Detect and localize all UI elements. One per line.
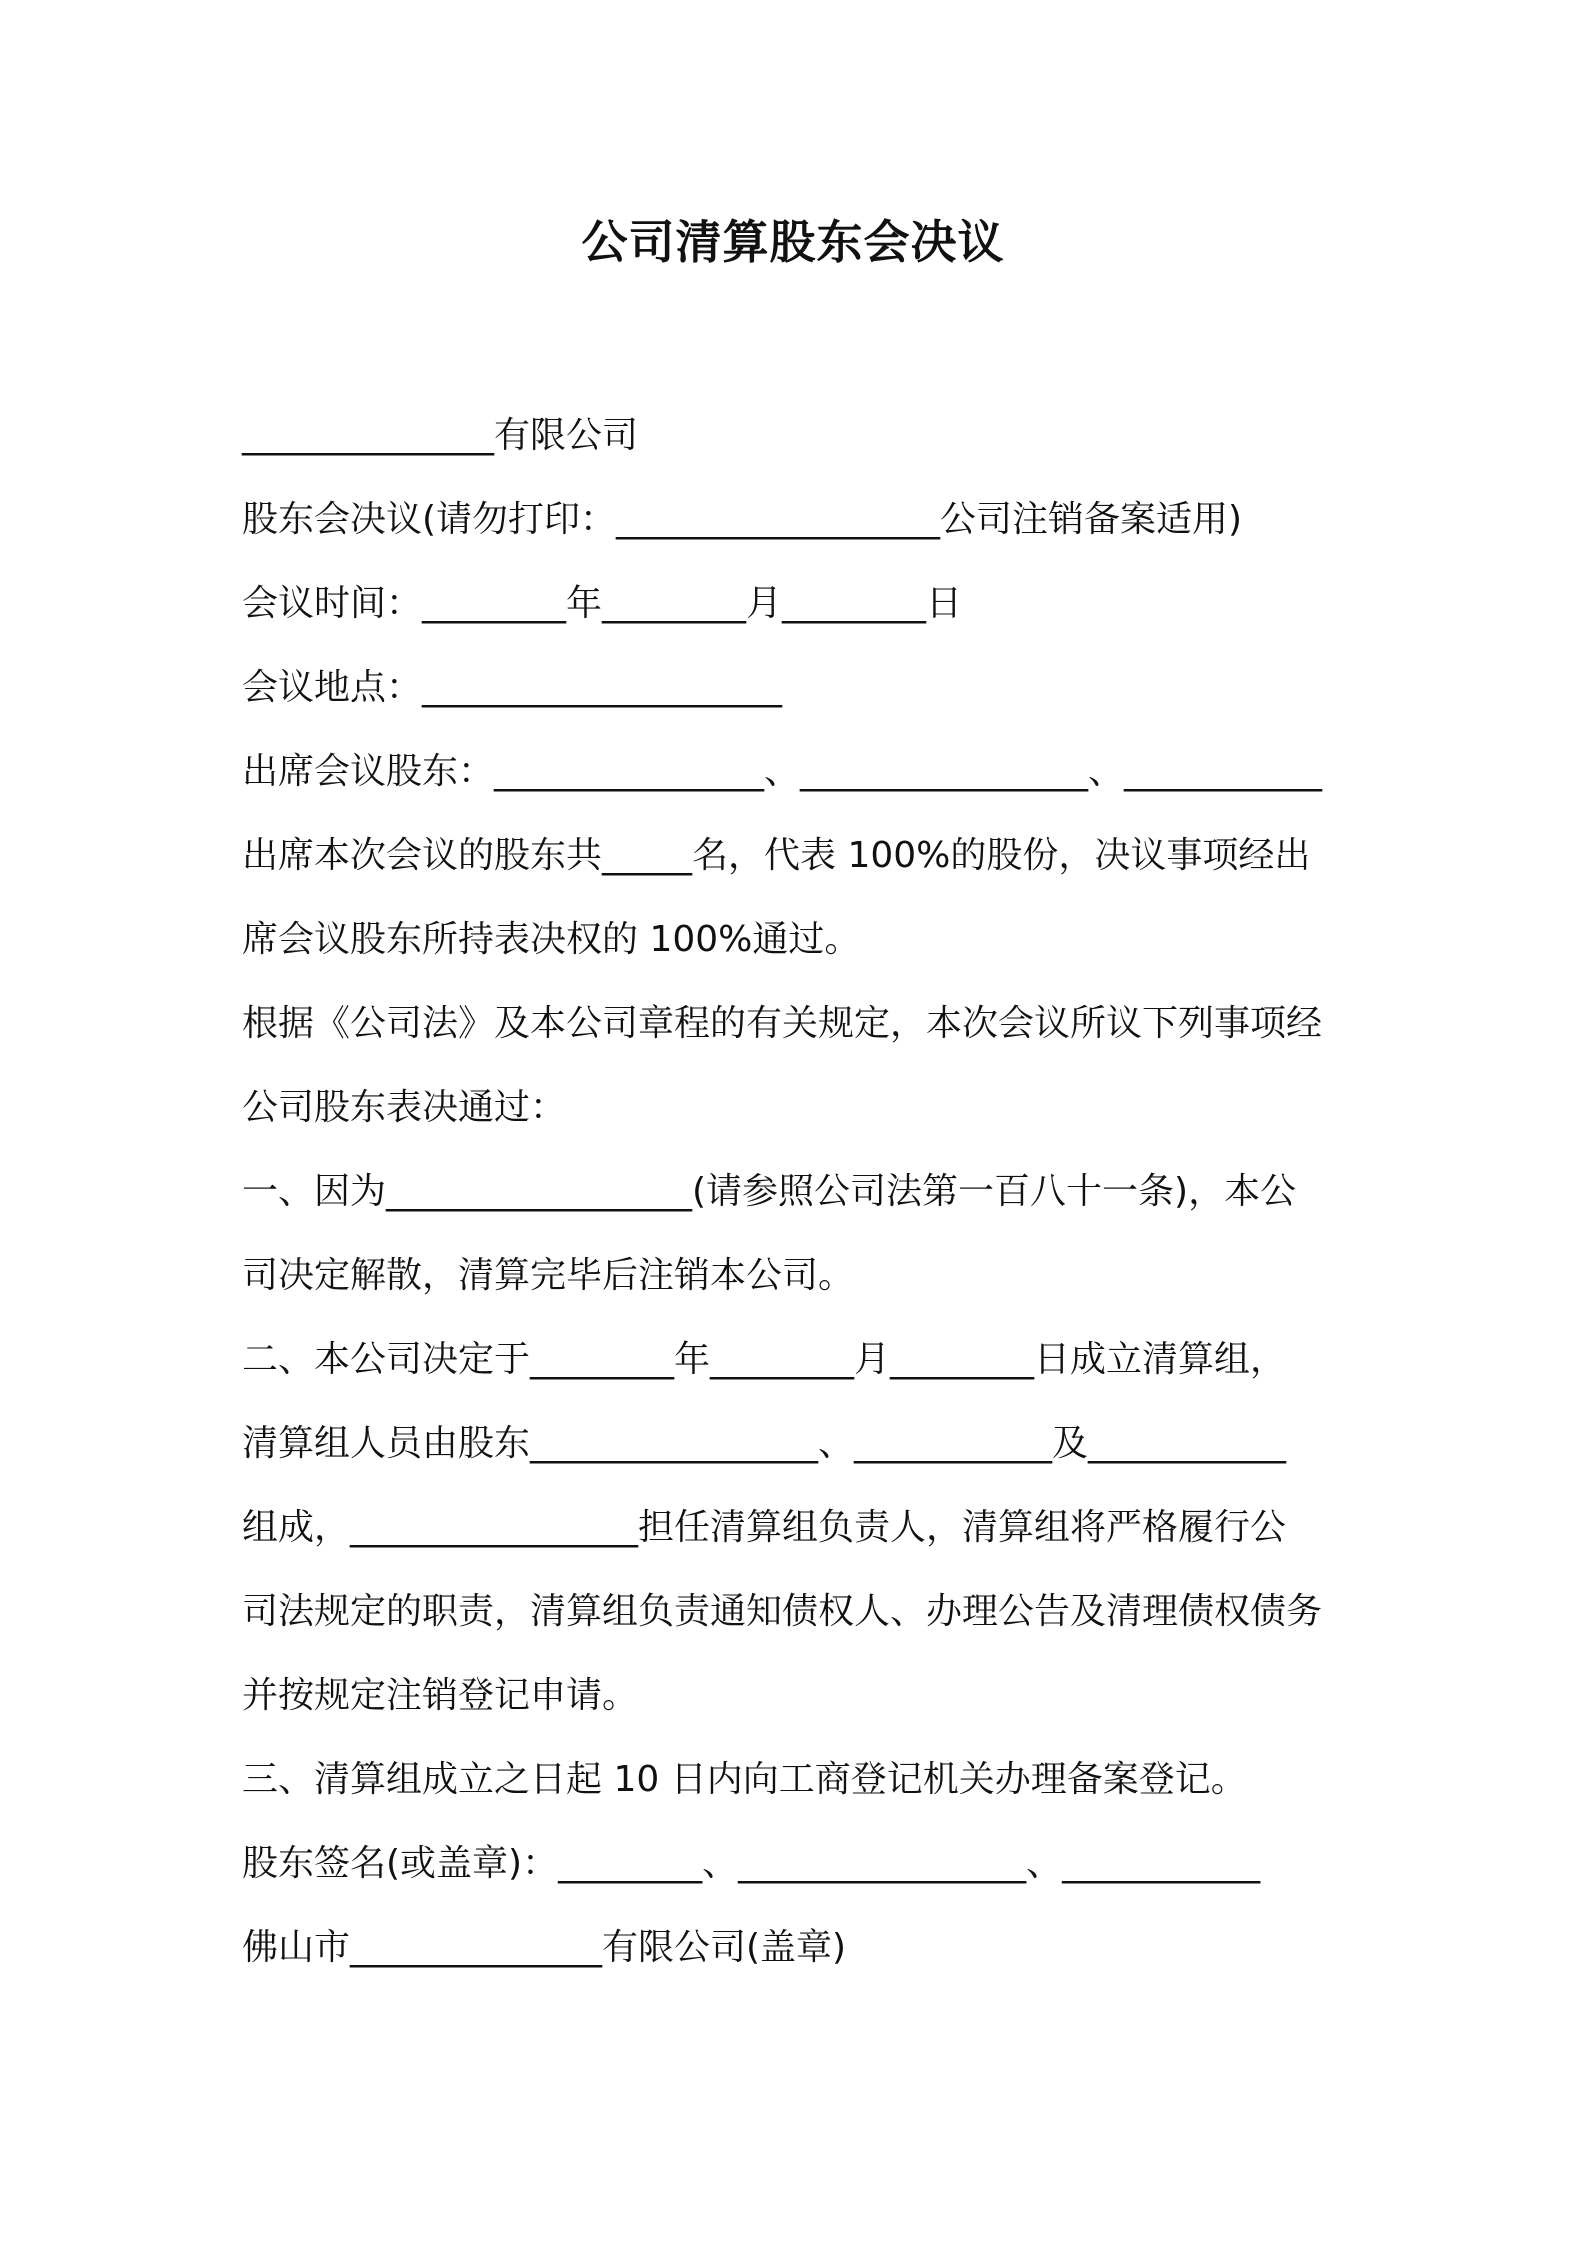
meeting-place-line: 会议地点：____________________	[242, 667, 783, 708]
basis-paragraph-line-1: 根据《公司法》及本公司章程的有关规定，本次会议所议下列事项经	[242, 1003, 1323, 1044]
resolution-heading-line: 股东会决议(请勿打印：__________________公司注销备案适用)	[242, 499, 1243, 540]
attending-shareholders-line: 出席会议股东：_______________、________________、___________	[242, 751, 1323, 792]
item-two-line-5: 并按规定注销登记申请。	[242, 1675, 639, 1716]
company-name-line: ______________有限公司	[242, 415, 639, 456]
item-three-line: 三、清算组成立之日起 10 日内向工商登记机关办理备案登记。	[242, 1759, 1247, 1800]
shareholder-signature-line: 股东签名(或盖章)：________、________________、___________	[242, 1843, 1261, 1884]
basis-paragraph-line-2: 公司股东表决通过：	[242, 1087, 567, 1128]
item-two-line-4: 司法规定的职责，清算组负责通知债权人、办理公告及清理债权债务	[242, 1591, 1323, 1632]
document-title: 公司清算股东会决议	[581, 215, 1005, 269]
item-one-line-2: 司决定解散，清算完毕后注销本公司。	[242, 1255, 855, 1296]
item-two-line-1: 二、本公司决定于________年________月________日成立清算组，	[242, 1339, 1287, 1380]
item-two-line-3: 组成，________________担任清算组负责人，清算组将严格履行公	[242, 1507, 1287, 1548]
item-two-line-2: 清算组人员由股东________________、___________及___________	[242, 1423, 1287, 1464]
meeting-time-line: 会议时间：________年________月________日	[242, 583, 963, 624]
item-one-line-1: 一、因为_________________(请参照公司法第一百八十一条)，本公	[242, 1171, 1297, 1212]
company-seal-line: 佛山市______________有限公司(盖章)	[242, 1927, 847, 1968]
attendance-paragraph-line-2: 席会议股东所持表决权的 100%通过。	[242, 919, 861, 960]
attendance-paragraph-line-1: 出席本次会议的股东共_____名，代表 100%的股份，决议事项经出	[242, 835, 1311, 876]
